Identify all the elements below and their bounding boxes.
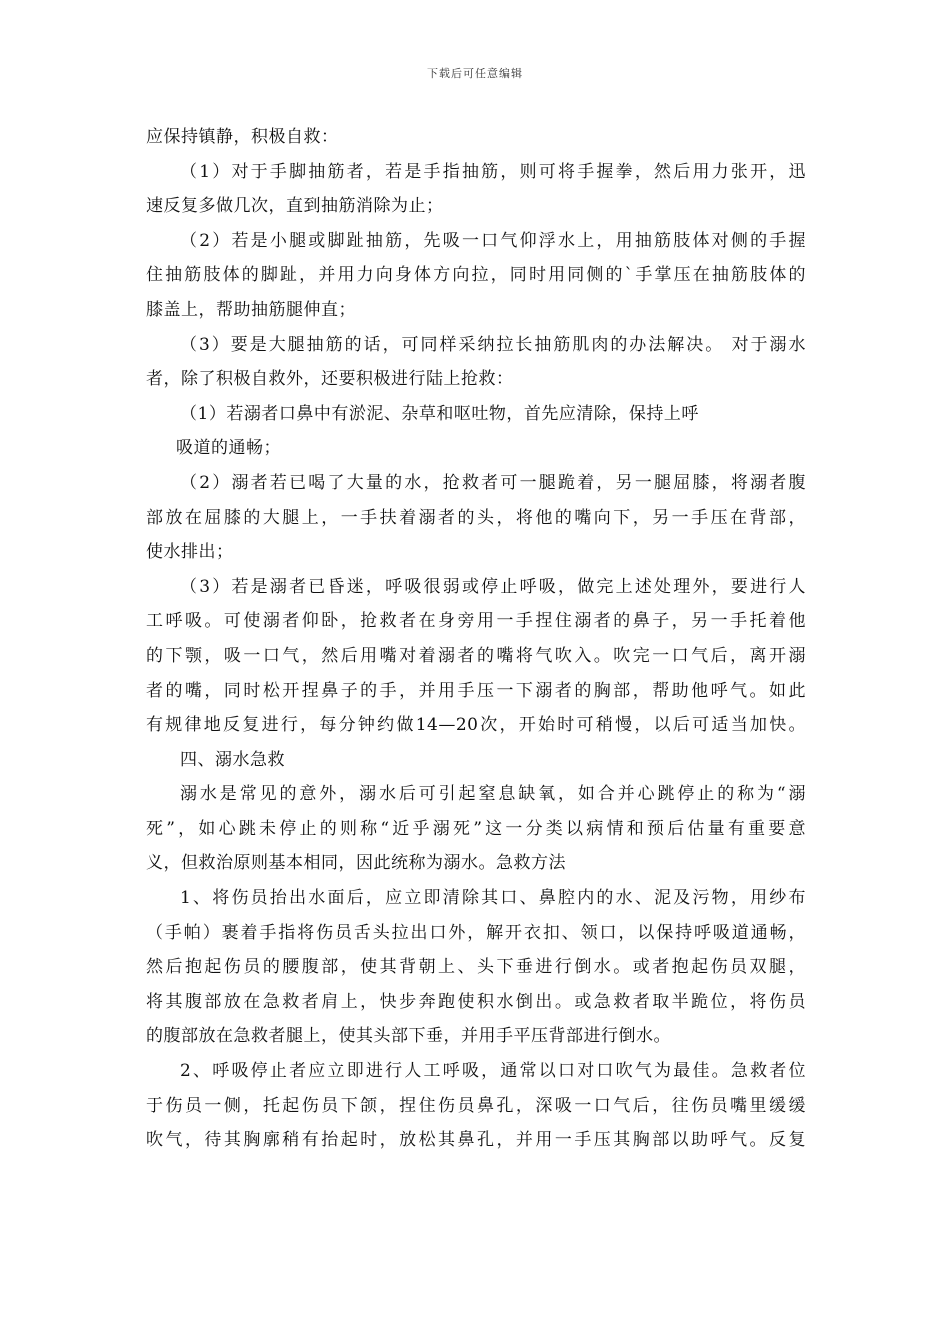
text-line: （2）溺者若已喝了大量的水，抢救者可一腿跪着，另一腿屈膝，将溺者腹 [180, 472, 806, 493]
text-line: 住抽筋肢体的脚趾，并用力向身体方向拉，同时用同侧的`手掌压在抽筋肢体的 [146, 265, 806, 286]
text-line: （3）要是大腿抽筋的话，可同样采纳拉长抽筋肌肉的办法解决。 对于溺水 [180, 334, 806, 355]
text-line: （3）若是溺者已昏迷，呼吸很弱或停止呼吸，做完上述处理外，要进行人 [180, 576, 806, 597]
text-line: （1）对于手脚抽筋者，若是手指抽筋，则可将手握拳，然后用力张开，迅 [180, 161, 806, 182]
text-line: 有规律地反复进行，每分钟约做14—20次，开始时可稍慢，以后可适当加快。 [146, 715, 806, 736]
text-line: 者，除了积极自救外，还要积极进行陆上抢救： [146, 369, 514, 390]
text-line: 使水排出； [146, 542, 234, 563]
text-line: 吹气，待其胸廓稍有抬起时，放松其鼻孔，并用一手压其胸部以助呼气。反复 [146, 1130, 806, 1151]
text-line: 2、呼吸停止者应立即进行人工呼吸，通常以口对口吹气为最佳。急救者位 [180, 1061, 806, 1082]
text-line: 义，但救治原则基本相同，因此统称为溺水。急救方法 [146, 853, 566, 874]
text-line: 速反复多做几次，直到抽筋消除为止； [146, 196, 444, 217]
text-line: 1、将伤员抬出水面后，应立即清除其口、鼻腔内的水、泥及污物，用纱布 [180, 888, 806, 909]
text-line: （1）若溺者口鼻中有淤泥、杂草和呕吐物，首先应清除，保持上呼 [180, 403, 699, 424]
text-line: 部放在屈膝的大腿上，一手扶着溺者的头，将他的嘴向下，另一手压在背部， [146, 507, 806, 528]
page-header: 下载后可任意编辑 [427, 67, 523, 80]
text-line: 的腹部放在急救者腿上，使其头部下垂，并用手平压背部进行倒水。 [146, 1026, 671, 1047]
text-line: 者的嘴，同时松开捏鼻子的手，并用手压一下溺者的胸部，帮助他呼气。如此 [146, 680, 806, 701]
text-line: 溺水是常见的意外，溺水后可引起窒息缺氧，如合并心跳停止的称为“溺 [180, 784, 806, 805]
text-line: 工呼吸。可使溺者仰卧，抢救者在身旁用一手捏住溺者的鼻子，另一手托着他 [146, 611, 806, 632]
text-line: 于伤员一侧，托起伤员下颌，捏住伤员鼻孔，深吸一口气后，往伤员嘴里缓缓 [146, 1095, 806, 1116]
text-line: 吸道的通畅； [176, 438, 281, 459]
body-text [146, 120, 806, 1158]
text-line: 膝盖上，帮助抽筋腿伸直； [146, 299, 356, 320]
text-line: 死”，如心跳未停止的则称“近乎溺死”这一分类以病情和预后估量有重要意 [146, 818, 806, 839]
text-line: 应保持镇静，积极自救： [146, 127, 339, 147]
text-line: 的下颚，吸一口气，然后用嘴对着溺者的嘴将气吹入。吹完一口气后，离开溺 [146, 645, 806, 666]
text-line: 然后抱起伤员的腰腹部，使其背朝上、头下垂进行倒水。或者抱起伤员双腿， [146, 957, 806, 978]
text-line: （2）若是小腿或脚趾抽筋，先吸一口气仰浮水上，用抽筋肢体对侧的手握 [180, 230, 806, 251]
text-line: （手帕）裹着手指将伤员舌头拉出口外，解开衣扣、领口，以保持呼吸道通畅， [146, 922, 806, 943]
text-line: 将其腹部放在急救者肩上，快步奔跑使积水倒出。或急救者取半跪位，将伤员 [146, 991, 806, 1012]
text-line: 四、溺水急救 [180, 749, 285, 770]
